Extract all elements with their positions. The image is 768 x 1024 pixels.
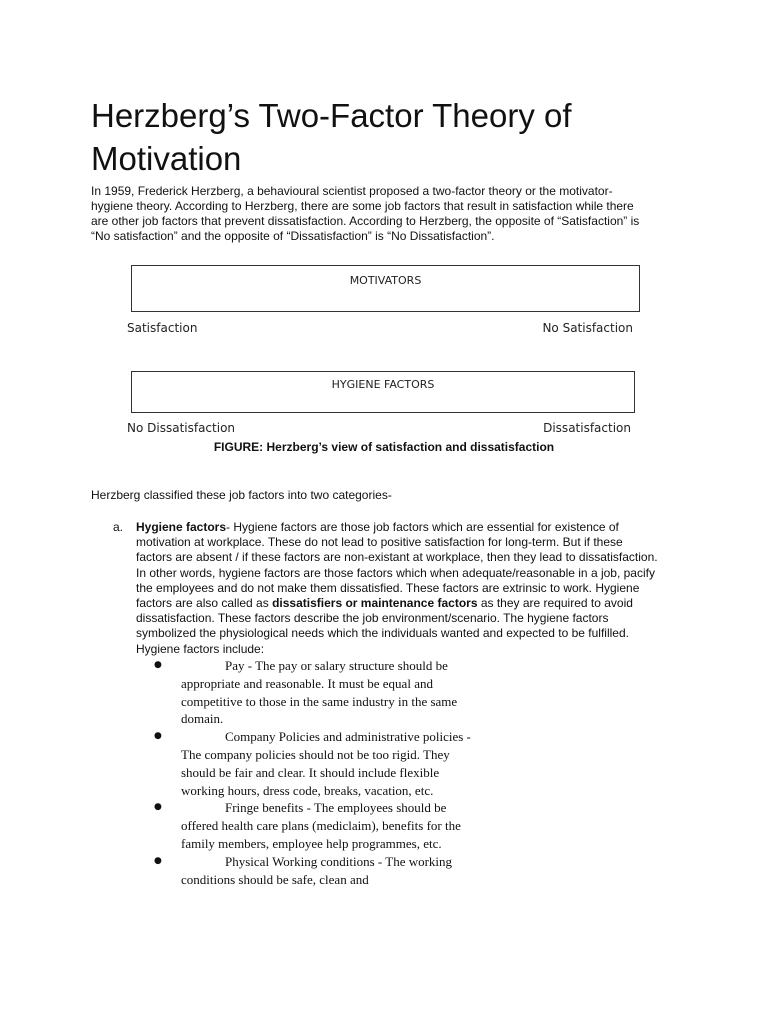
list-marker-a: a. bbox=[113, 520, 124, 534]
bullet-icon: ● bbox=[154, 802, 162, 813]
hygiene-box bbox=[131, 371, 635, 413]
motivators-box bbox=[131, 265, 640, 312]
no-satisfaction-label: No Satisfaction bbox=[542, 321, 633, 335]
intro-paragraph: In 1959, Frederick Herzberg, a behavioural scientist proposed a two-factor theory or the motivator-hygiene theory. According to Herzberg, there are some job factors that result in satisfaction while there are other job factors that prevent dissatisfaction. According to Herzberg, the opposite of “Satisfaction” is “No satisfaction” and the opposite of “Dissatisfaction” is “No Dissatisfaction”. bbox=[91, 184, 640, 243]
bullet-icon: ● bbox=[154, 731, 162, 742]
hygiene-factors-paragraph bbox=[136, 520, 659, 657]
list-item bbox=[154, 853, 474, 889]
bullet-text: Company Policies and administrative policies - The company policies should not be too rigid. They should be fair and clear. It should include flexible working hours, dress code, breaks, vacation, etc. bbox=[181, 729, 471, 798]
bullet-icon: ● bbox=[154, 660, 162, 670]
bullet-text: Pay - The pay or salary structure should be appropriate and reasonable. It must be equal and competitive to those in the same industry in the same domain. bbox=[181, 658, 458, 727]
hygiene-factor-list bbox=[154, 657, 474, 888]
hygiene-text-1: - Hygiene factors are those job factors which are essential for existence of motivation at workplace. These do not lead to positive satisfaction for long-term. But if these factors are absent / if these factors are non-existant at workplace, then they lead to dissatisfaction. In other words, hygiene factors are those factors which when adequate/reasonable in a job, pacify the employees and do not make them dissatisfied. These factors are extrinsic to work. Hygiene factors are also called as bbox=[136, 520, 658, 611]
list-item bbox=[154, 799, 474, 852]
list-item bbox=[154, 657, 474, 728]
dissatisfaction-label: Dissatisfaction bbox=[543, 421, 631, 435]
hygiene-factors-label: HYGIENE FACTORS bbox=[331, 378, 435, 391]
bullet-icon: ● bbox=[154, 855, 162, 866]
dissatisfiers-term: dissatisfiers or maintenance factors bbox=[272, 596, 478, 611]
categories-intro: Herzberg classified these job factors into two categories- bbox=[91, 488, 392, 502]
bullet-text: Fringe benefits - The employees should be offered health care plans (mediclaim), benefits for the family members, employee help programmes, etc. bbox=[181, 800, 461, 851]
no-dissatisfaction-label: No Dissatisfaction bbox=[127, 421, 236, 435]
hygiene-text-2: as they are required to avoid dissatisfaction. These factors describe the job environment/scenario. The hygiene factors symbolized the physiological needs which the individuals wanted and expected to be fulfilled. Hygiene factors include: bbox=[136, 596, 633, 656]
hygiene-factors-term: Hygiene factors bbox=[136, 520, 227, 534]
page-title: Herzberg’s Two-Factor Theory of Motivation bbox=[91, 97, 572, 177]
motivators-label: MOTIVATORS bbox=[349, 274, 422, 287]
bullet-text: Physical Working conditions - The working conditions should be safe, clean and bbox=[181, 853, 453, 887]
list-item bbox=[154, 728, 474, 799]
satisfaction-label: Satisfaction bbox=[127, 321, 198, 335]
figure-caption: FIGURE: Herzberg’s view of satisfaction and dissatisfaction bbox=[213, 440, 555, 454]
